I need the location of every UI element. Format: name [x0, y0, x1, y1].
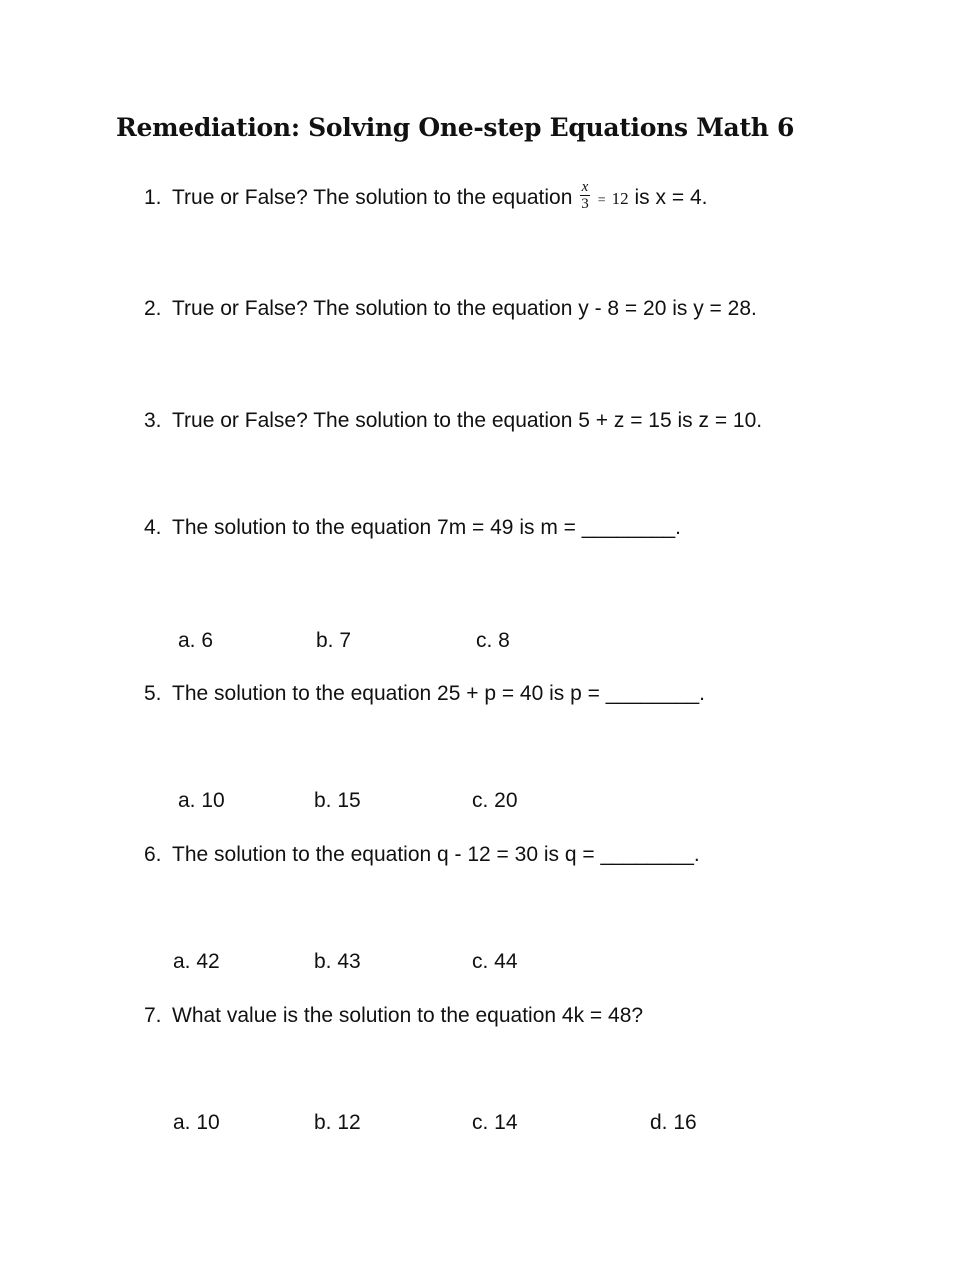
choice-c: c. 20	[472, 789, 518, 812]
question-text: What value is the solution to the equation 4k = 48?	[172, 1004, 644, 1027]
fraction	[580, 179, 590, 212]
question-text: True or False? The solution to the equation	[172, 186, 573, 210]
fraction-numerator: x	[581, 179, 589, 195]
choice-b: b. 7	[316, 629, 352, 652]
question-text: The solution to the equation 7m = 49 is m = ________.	[172, 516, 682, 539]
question-2	[144, 297, 757, 321]
question-number: 2.	[144, 297, 162, 320]
page-title: Remediation: Solving One-step Equations Math 6	[116, 113, 795, 142]
equation-rhs: 12	[611, 189, 629, 209]
question-1	[144, 179, 708, 215]
question-text: True or False? The solution to the equation 5 + z = 15 is z = 10.	[172, 409, 763, 432]
question-number: 3.	[144, 409, 162, 432]
choice-b: b. 15	[314, 789, 361, 812]
question-3	[144, 409, 762, 433]
question-5	[144, 682, 705, 706]
question-6	[144, 843, 700, 867]
choice-b: b. 12	[314, 1111, 361, 1134]
question-4	[144, 516, 681, 540]
fraction-denominator: 3	[581, 196, 589, 212]
question-number: 1.	[144, 186, 162, 210]
question-text-end: is x = 4.	[634, 186, 708, 210]
choice-c: c. 44	[472, 950, 518, 973]
choice-c: c. 14	[472, 1111, 518, 1134]
question-number: 4.	[144, 516, 162, 539]
equals-sign: =	[597, 193, 606, 209]
choice-a: a. 10	[178, 789, 225, 812]
question-text: The solution to the equation 25 + p = 40 is p = ________.	[172, 682, 705, 705]
question-text: The solution to the equation q - 12 = 30 is q = ________.	[172, 843, 700, 866]
question-number: 6.	[144, 843, 162, 866]
choice-b: b. 43	[314, 950, 361, 973]
question-7	[144, 1004, 643, 1028]
choice-c: c. 8	[476, 629, 510, 652]
question-number: 7.	[144, 1004, 162, 1027]
choice-a: a. 10	[173, 1111, 220, 1134]
choice-a: a. 42	[173, 950, 220, 973]
question-text: True or False? The solution to the equation y - 8 = 20 is y = 28.	[172, 297, 757, 320]
question-number: 5.	[144, 682, 162, 705]
choice-d: d. 16	[650, 1111, 697, 1134]
choice-a: a. 6	[178, 629, 214, 652]
